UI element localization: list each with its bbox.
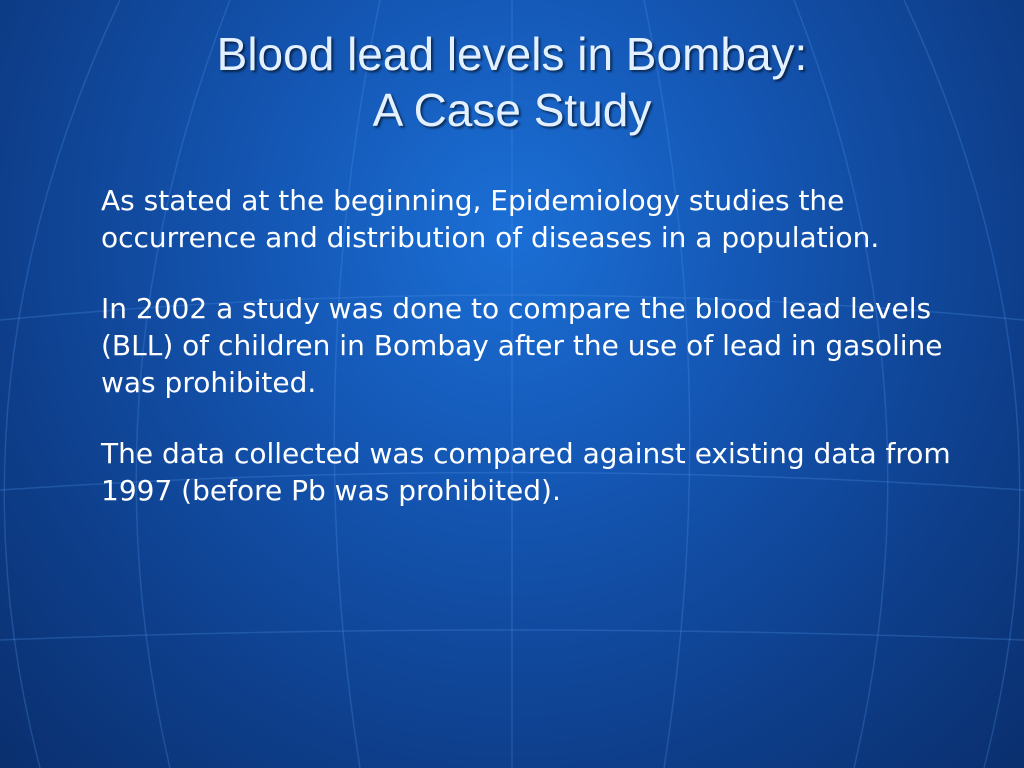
- slide-title-line-2: A Case Study: [372, 84, 652, 136]
- paragraph-2002-study: In 2002 a study was done to compare the blood lead levels (BLL) of children in Bombay after the use of lead in gasoline was prohibited.: [101, 292, 943, 399]
- slide-title: [0, 26, 1024, 138]
- slide-title-line-1: Blood lead levels in Bombay:: [216, 28, 808, 80]
- slide-body: [101, 182, 981, 543]
- paragraph-1997-comparison: The data collected was compared against existing data from 1997 (before Pb was prohibited).: [101, 437, 951, 507]
- paragraph-epidemiology: As stated at the beginning, Epidemiology studies the occurrence and distribution of diseases in a population.: [101, 184, 880, 254]
